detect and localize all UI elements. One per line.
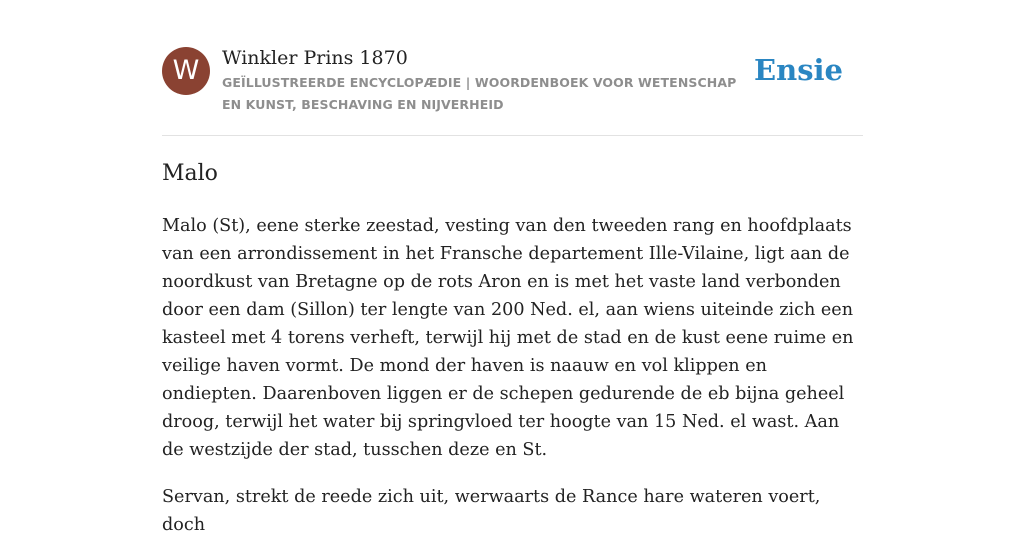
header-divider: [162, 135, 863, 136]
entry-paragraph: Malo (St), eene sterke zeestad, vesting van den tweeden rang en hoofdplaats van een arrondissement in het Fransche departement Ille-Vilaine, ligt aan de noordkust van Bretagne op de rots Aron en is met het vaste land verbonden door een dam (Sillon) ter lengte van 200 Ned. el, aan wiens uiteinde zich een kasteel met 4 torens verheft, terwijl hij met de stad en de kust eene ruime en veilige haven vormt. De mond der haven is naauw en vol klippen en ondiepten. Daarenboven liggen er de schepen gedurende de eb bijna geheel droog, terwijl het water bij springvloed ter hoogte van 15 Ned. el wast. Aan de westzijde der stad, tusschen deze en St.: [162, 216, 854, 460]
entry-header: [162, 46, 862, 116]
entry-paragraph: Servan, strekt de reede zich uit, werwaarts de Rance hare wateren voert, doch: [162, 487, 821, 535]
source-subtitle: GEÏLLUSTREERDE ENCYCLOPÆDIE | WOORDENBOEK VOOR WETENSCHAP EN KUNST, BESCHAVING EN NIJVERHEID: [222, 75, 737, 112]
source-avatar[interactable]: W: [162, 47, 210, 95]
entry-title: Malo: [162, 161, 218, 186]
entry-body: [162, 212, 864, 558]
ensie-logo-link[interactable]: Ensie: [754, 53, 843, 87]
source-title[interactable]: Winkler Prins 1870: [222, 47, 408, 69]
